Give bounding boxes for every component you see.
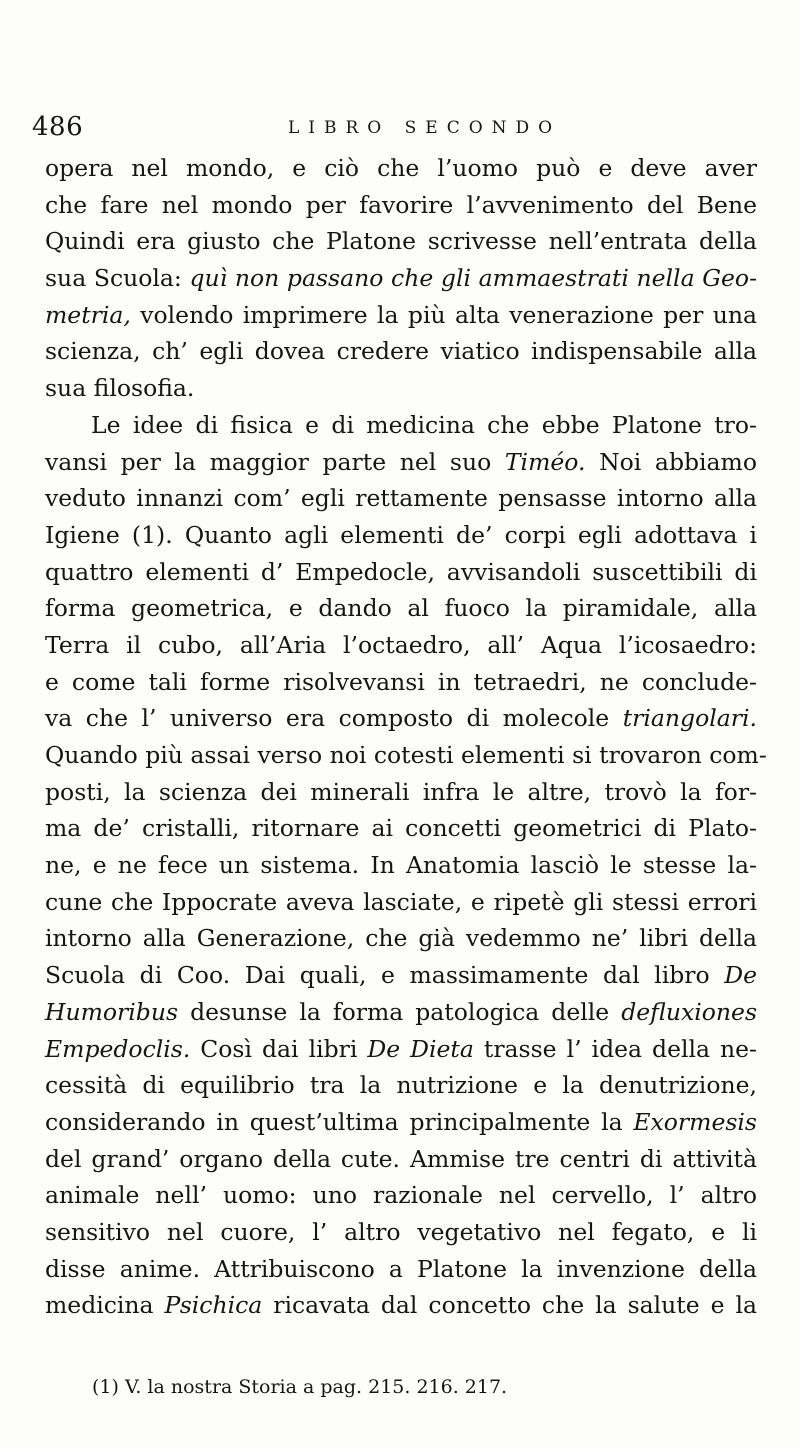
text-line: Igiene (1). Quanto agli elementi de’ corpi egli adottava i — [45, 520, 757, 549]
text-segment: vansi per la maggior parte nel suo — [45, 447, 505, 476]
text-segment: considerando in quest’ultima principalmente la — [45, 1107, 634, 1136]
text-line — [45, 1104, 757, 1141]
text-line: scienza, ch’ egli dovea credere viatico indispensabile alla — [45, 337, 757, 366]
italic-title: Humoribus — [45, 997, 179, 1026]
text-segment: volendo imprimere la più alta venerazione per una — [130, 300, 757, 329]
footnote: (1) V. la nostra Storia a pag. 215. 216. 217. — [92, 1376, 508, 1398]
italic-term: triangolari. — [622, 704, 757, 733]
text-line — [45, 297, 757, 334]
text-line: forma geometrica, e dando al fuoco la piramidale, alla — [45, 594, 757, 623]
text-segment: Noi abbiamo — [585, 447, 757, 476]
page-number: 486 — [32, 112, 84, 142]
text-line: quattro elementi d’ Empedocle, avvisandoli suscettibili di — [45, 557, 757, 586]
text-segment: sua Scuola: — [45, 264, 190, 293]
text-line — [45, 260, 757, 297]
text-line: ma de’ cristalli, ritornare ai concetti geometrici di Plato- — [45, 814, 757, 843]
text-segment: medicina — [45, 1291, 165, 1320]
text-line: opera nel mondo, e ciò che l’uomo può e deve aver — [45, 154, 757, 182]
text-line: intorno alla Generazione, che già vedemmo ne’ libri della — [45, 924, 757, 953]
text-line — [45, 1287, 757, 1324]
text-segment: Scuola di Coo. Dai quali, e massimamente dal libro — [45, 961, 725, 990]
italic-quotation: quì non passano che gli ammaestrati nella Geo- — [189, 264, 758, 293]
italic-term: defluxiones — [621, 997, 757, 1026]
text-line: che fare nel mondo per favorire l’avvenimento del Bene — [45, 190, 757, 219]
text-line: Quando più assai verso noi cotesti elementi si trovaron com- — [45, 741, 767, 769]
running-head: LIBRO SECONDO — [288, 118, 562, 138]
italic-term: Psichica — [164, 1291, 263, 1320]
text-segment: trasse l’ idea della ne- — [473, 1034, 758, 1063]
text-line: ne, e ne fece un sistema. In Anatomia lasciò le stesse la- — [45, 851, 757, 880]
text-line: e come tali forme risolvevansi in tetraedri, ne conclude- — [45, 667, 757, 696]
text-line: Terra il cubo, all’Aria l’octaedro, all’ Aqua l’icosaedro: — [45, 630, 757, 659]
text-line: cune che Ippocrate aveva lasciate, e ripetè gli stessi errori — [45, 887, 757, 916]
text-line — [45, 444, 757, 481]
text-line: animale nell’ uomo: uno razionale nel cervello, l’ altro — [45, 1181, 757, 1210]
text-line — [45, 994, 757, 1031]
text-segment: desunse la forma patologica delle — [178, 997, 622, 1026]
text-line: cessità di equilibrio tra la nutrizione e la denutrizione, — [45, 1071, 757, 1100]
text-line — [45, 957, 757, 994]
text-line: disse anime. Attribuiscono a Platone la invenzione della — [45, 1254, 757, 1283]
italic-title: De — [724, 961, 757, 990]
italic-quotation: metria, — [45, 300, 131, 329]
italic-term: Exormesis — [633, 1107, 757, 1136]
text-line: sensitivo nel cuore, l’ altro vegetativo nel fegato, e li — [45, 1217, 757, 1246]
italic-title: Timéo. — [504, 447, 586, 476]
text-line: veduto innanzi com’ egli rettamente pensasse intorno alla — [45, 484, 757, 513]
paragraph-start-line: Le idee di fisica e di medicina che ebbe Platone tro- — [91, 410, 757, 439]
text-segment: ricavata dal concetto che la salute e la — [262, 1291, 758, 1320]
text-line — [45, 700, 757, 737]
italic-title: De Dieta — [367, 1034, 474, 1063]
text-line: posti, la scienza dei minerali infra le altre, trovò la for- — [45, 777, 757, 806]
paragraph-end-line: sua filosofia. — [45, 374, 195, 403]
text-line — [45, 1031, 757, 1068]
text-segment: va che l’ universo era composto di molecole — [45, 704, 623, 733]
page-header — [30, 112, 770, 152]
text-segment: Così dai libri — [190, 1034, 368, 1063]
body-text — [45, 150, 767, 1324]
text-line: del grand’ organo della cute. Ammise tre centri di attività — [45, 1144, 757, 1173]
italic-term: Empedoclis. — [45, 1034, 191, 1063]
text-line: Quindi era giusto che Platone scrivesse nell’entrata della — [45, 227, 757, 256]
